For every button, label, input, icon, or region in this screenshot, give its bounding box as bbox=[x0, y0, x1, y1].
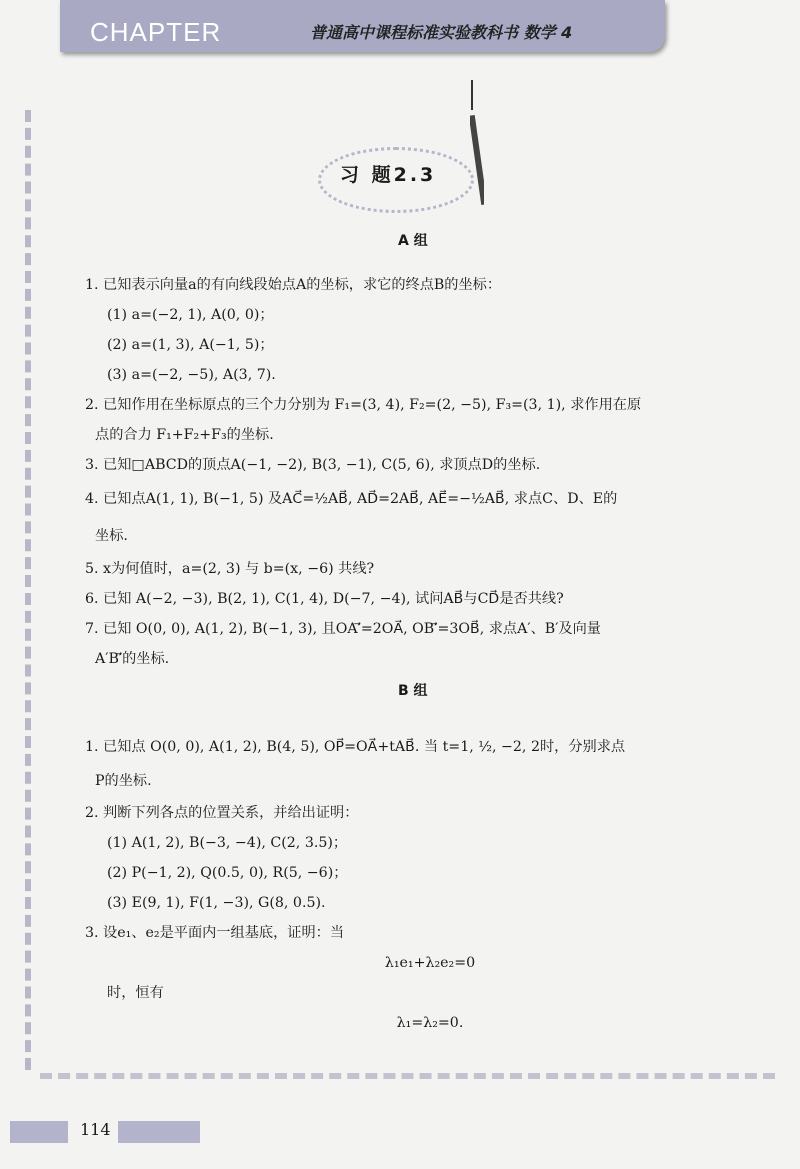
pen-icon bbox=[470, 80, 484, 210]
footer-bar-right bbox=[118, 1121, 200, 1143]
exercise-line: 7. 已知 O(0, 0), A(1, 2), B(−1, 3), 且OA′⃗=2OA⃗, OB′⃗=3OB⃗, 求点A′、B′及向量 bbox=[85, 621, 601, 637]
exercise-line: 3. 设e₁、e₂是平面内一组基底，证明：当 bbox=[85, 925, 345, 941]
exercise-line: 点的合力 F₁+F₂+F₃的坐标. bbox=[95, 427, 274, 443]
exercise-line: 6. 已知 A(−2, −3), B(2, 1), C(1, 4), D(−7, −4), 试问AB⃗与CD⃗是否共线? bbox=[85, 591, 564, 607]
group-a-exercises bbox=[85, 270, 775, 674]
left-dashed-border bbox=[25, 110, 41, 1070]
exercise-line: P的坐标. bbox=[95, 773, 152, 789]
chapter-header bbox=[60, 0, 665, 52]
section-title: 习 题2.3 bbox=[340, 164, 437, 186]
chapter-label: CHAPTER bbox=[90, 17, 222, 47]
exercise-line: 3. 已知□ABCD的顶点A(−1, −2), B(3, −1), C(5, 6), 求顶点D的坐标. bbox=[85, 457, 541, 473]
exercise-line: 1. 已知表示向量a的有向线段始点A的坐标，求它的终点B的坐标： bbox=[85, 277, 502, 293]
exercise-line: 坐标. bbox=[95, 528, 128, 544]
series-title: 普通高中课程标准实验教科书 数学 4 bbox=[310, 23, 573, 42]
exercise-line: λ₁e₁+λ₂e₂=0 bbox=[384, 955, 476, 971]
exercise-line: 2. 已知作用在坐标原点的三个力分别为 F₁=(3, 4), F₂=(2, −5), F₃=(3, 1), 求作用在原 bbox=[85, 397, 642, 413]
group-b-exercises bbox=[85, 730, 775, 1038]
exercise-line: (2) P(−1, 2), Q(0.5, 0), R(5, −6)； bbox=[107, 865, 348, 881]
exercise-line: 4. 已知点A(1, 1), B(−1, 5) 及AC⃗=½AB⃗, AD⃗=2AB⃗, AE⃗=−½AB⃗, 求点C、D、E的 bbox=[85, 491, 618, 507]
exercise-line: λ₁=λ₂=0. bbox=[396, 1015, 464, 1031]
exercise-line: A′B′⃗的坐标. bbox=[95, 651, 170, 667]
group-b-label: B 组 bbox=[398, 683, 428, 699]
exercise-line: 2. 判断下列各点的位置关系，并给出证明： bbox=[85, 805, 359, 821]
group-a-label: A 组 bbox=[398, 233, 428, 249]
footer-bar-left bbox=[10, 1121, 68, 1143]
exercise-line: (1) A(1, 2), B(−3, −4), C(2, 3.5)； bbox=[107, 835, 348, 851]
exercise-line: (2) a=(1, 3), A(−1, 5)； bbox=[107, 337, 274, 353]
bottom-dashed-border bbox=[40, 1073, 775, 1087]
exercise-line: (1) a=(−2, 1), A(0, 0)； bbox=[107, 307, 274, 323]
exercise-line: 5. x为何值时，a=(2, 3) 与 b=(x, −6) 共线? bbox=[85, 561, 375, 577]
exercise-line: 时，恒有 bbox=[107, 985, 164, 1001]
exercise-line: (3) E(9, 1), F(1, −3), G(8, 0.5). bbox=[107, 895, 326, 911]
exercise-line: 1. 已知点 O(0, 0), A(1, 2), B(4, 5), OP⃗=OA⃗+tAB⃗. 当 t=1, ½, −2, 2时，分别求点 bbox=[85, 739, 626, 755]
exercise-line: (3) a=(−2, −5), A(3, 7). bbox=[107, 367, 276, 383]
page-number: 114 bbox=[80, 1120, 111, 1139]
